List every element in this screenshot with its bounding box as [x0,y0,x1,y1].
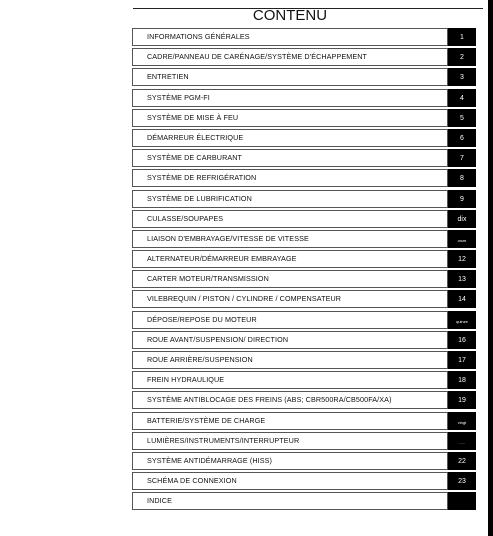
toc-tab[interactable]: quinze [448,311,476,329]
toc-tab[interactable]: 16 [448,331,476,349]
toc-label: CARTER MOTEUR/TRANSMISSION [147,274,269,284]
toc-label: DÉPOSE/REPOSE DU MOTEUR [147,314,257,324]
toc-row[interactable] [132,491,476,511]
toc-tab[interactable]: dix [448,210,476,228]
toc-label: SYSTÈME ANTIBLOCAGE DES FREINS (ABS; CBR500RA/CB500FA/XA) [147,395,392,405]
contents-list [132,27,476,512]
toc-label: FREIN HYDRAULIQUE [147,375,225,385]
toc-row[interactable] [132,128,476,148]
toc-row[interactable] [132,289,476,309]
toc-tab[interactable]: 12 [448,250,476,268]
toc-tab[interactable]: 6 [448,129,476,147]
toc-tab[interactable]: 2 [448,48,476,66]
toc-row[interactable] [132,108,476,128]
toc-label: BATTERIE/SYSTÈME DE CHARGE [147,415,266,425]
toc-label: LIAISON D'EMBRAYAGE/VITESSE DE VITESSE [147,233,309,243]
toc-tab[interactable]: 22 [448,452,476,470]
toc-label: SYSTÈME ANTIDÉMARRAGE (HISS) [147,455,273,465]
toc-tab[interactable]: 17 [448,351,476,369]
toc-tab[interactable]: 14 [448,290,476,308]
toc-tab[interactable]: ..... [448,432,476,450]
toc-label: ALTERNATEUR/DÉMARREUR EMBRAYAGE [147,254,297,264]
toc-tab[interactable]: 3 [448,68,476,86]
toc-label: SYSTÈME PGM-FI [147,92,210,102]
toc-row[interactable] [132,189,476,209]
toc-row[interactable] [132,451,476,471]
toc-row[interactable] [132,269,476,289]
toc-row[interactable] [132,209,476,229]
toc-tab[interactable]: 1 [448,28,476,46]
toc-tab[interactable] [448,492,476,510]
toc-tab[interactable]: 8 [448,169,476,187]
toc-tab[interactable]: 9 [448,190,476,208]
toc-tab[interactable]: 23 [448,472,476,490]
toc-row[interactable] [132,67,476,87]
toc-label: SYSTÈME DE MISE À FEU [147,112,239,122]
toc-row[interactable] [132,249,476,269]
toc-label: CADRE/PANNEAU DE CARÉNAGE/SYSTÈME D'ÉCHAPPEMENT [147,52,368,62]
toc-tab[interactable]: onze [448,230,476,248]
toc-row[interactable] [132,390,476,410]
page-title: CONTENU [252,7,328,24]
toc-row[interactable] [132,370,476,390]
toc-label: SYSTÈME DE LUBRIFICATION [147,193,252,203]
toc-row[interactable] [132,411,476,431]
toc-row[interactable] [132,350,476,370]
toc-row[interactable] [132,27,476,47]
toc-label: ENTRETIEN [147,72,189,82]
toc-row[interactable] [132,330,476,350]
toc-label: SCHÉMA DE CONNEXION [147,476,237,486]
toc-label: VILEBREQUIN / PISTON / CYLINDRE / COMPENSATEUR [147,294,342,304]
toc-tab[interactable]: 13 [448,270,476,288]
toc-tab[interactable]: 4 [448,89,476,107]
toc-label: INDICE [147,496,172,506]
toc-row[interactable] [132,88,476,108]
toc-row[interactable] [132,229,476,249]
toc-tab[interactable]: 5 [448,109,476,127]
toc-row[interactable] [132,148,476,168]
toc-label: SYSTÈME DE CARBURANT [147,153,243,163]
right-edge-bar [488,0,493,536]
toc-label: ROUE AVANT/SUSPENSION/ DIRECTION [147,334,289,344]
toc-label: LUMIÈRES/INSTRUMENTS/INTERRUPTEUR [147,435,300,445]
toc-tab[interactable]: 19 [448,391,476,409]
toc-tab[interactable]: 7 [448,149,476,167]
toc-label: INFORMATIONS GÉNÉRALES [147,32,250,41]
toc-label: ROUE ARRIÈRE/SUSPENSION [147,355,253,364]
toc-label: SYSTÈME DE REFRIGÉRATION [147,173,257,183]
toc-tab[interactable]: vingt [448,412,476,430]
toc-row[interactable] [132,431,476,451]
toc-tab[interactable]: 18 [448,371,476,389]
toc-label: CULASSE/SOUPAPES [147,213,224,223]
toc-row[interactable] [132,471,476,491]
toc-row[interactable] [132,168,476,188]
toc-row[interactable] [132,47,476,67]
toc-row[interactable] [132,310,476,330]
toc-label: DÉMARREUR ÉLECTRIQUE [147,132,244,142]
